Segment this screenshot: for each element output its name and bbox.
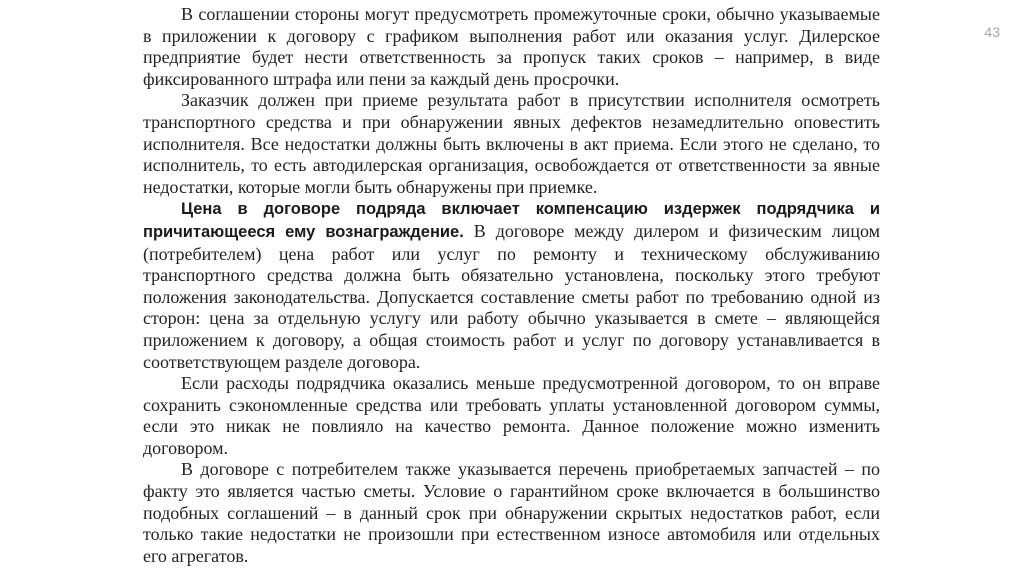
- paragraph-2: Заказчик должен при приеме результата работ в присутствии исполнителя осмотреть транспортного средства и при обнаружении явных дефектов незамедлительно оповестить исполнителя. Все недостатки должны быть включены в акт приема. Если этого не сделано, то исполнитель, то есть автодилерская организация, освобождается от ответственности за явные недостатки, которые могли быть обнаружены при приемке.: [143, 90, 880, 197]
- text-body: [143, 4, 880, 567]
- paragraph-5: В договоре с потребителем также указывается перечень приобретаемых запчастей – по факту это является частью сметы. Условие о гарантийном сроке включается в большинство подобных соглашений – в данный срок при обнаружении скрытых недостатков работ, если только такие недостатки не произошли при естественном износе автомобиля или отдельных его агрегатов.: [143, 459, 880, 566]
- paragraph-4: Если расходы подрядчика оказались меньше предусмотренной договором, то он вправе сохранить сэкономленные средства или требовать уплаты установленной договором суммы, если это никак не повлияло на качество ремонта. Данное положение можно изменить договором.: [143, 373, 880, 458]
- paragraph-3: [143, 198, 880, 373]
- paragraph-3-bold-lead: Цена в договоре подряда включает компенсацию издержек подрядчика и причитающееся ему вознаграждение.: [143, 200, 880, 241]
- paragraph-1: В соглашении стороны могут предусмотреть промежуточные сроки, обычно указываемые в приложении к договору с графиком выполнения работ или оказания услуг. Дилерское предприятие будет нести ответственность за пропуск таких сроков – например, в виде фиксированного штрафа или пени за каждый день просрочки.: [143, 4, 880, 89]
- paragraph-3-text: В договоре между дилером и физическим лицом (потребителем) цена работ или услуг по ремонту и техническому обслуживанию транспортного средства должна быть обязательно установлена, поскольку этого требуют положения законодательства. Допускается составление сметы работ по требованию одной из сторон: цена за отдельную услугу или работу обычно указывается в смете – являющейся приложением к договору, а общая стоимость работ и услуг по договору устанавливается в соответствующем разделе договора.: [143, 220, 880, 372]
- page-number: 43: [984, 24, 1000, 40]
